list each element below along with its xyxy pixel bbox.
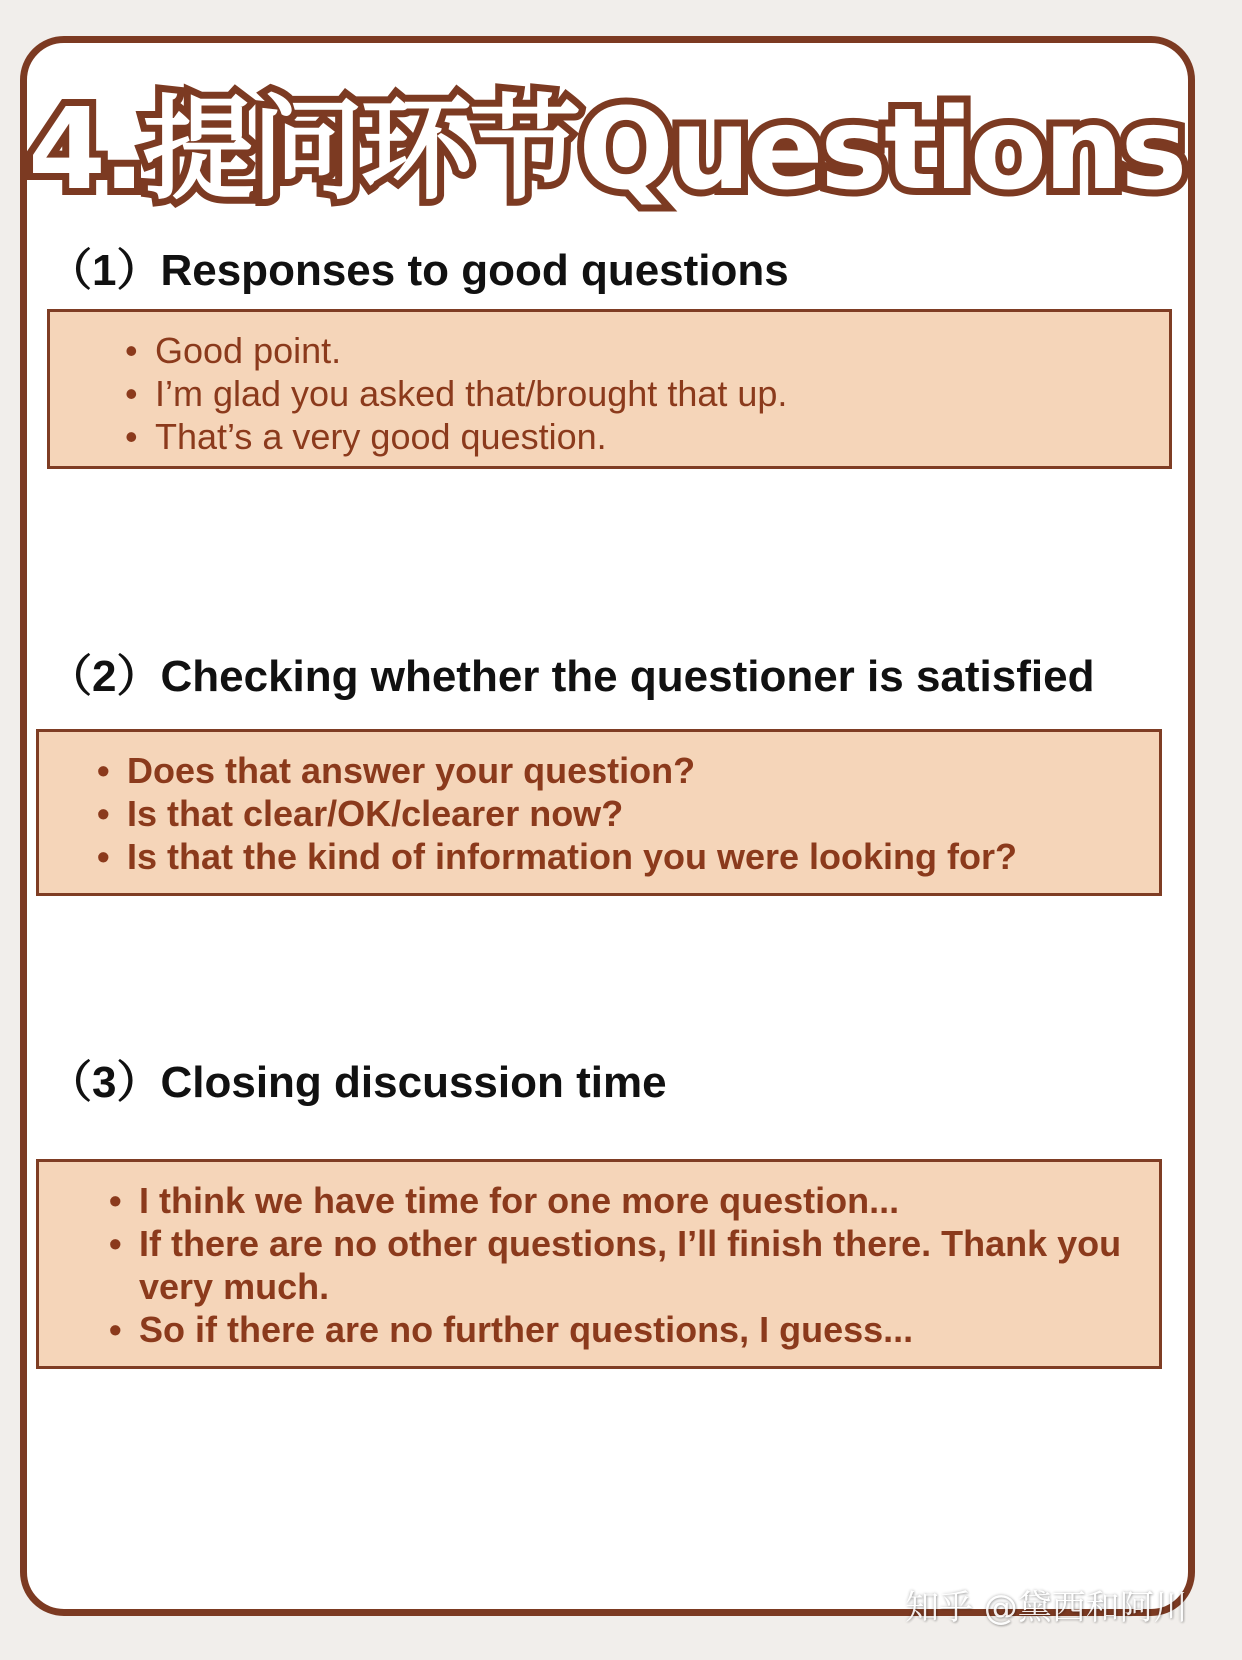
page-title: 4.提问环节Questions bbox=[28, 85, 1185, 215]
watermark: 知乎 @黛西和阿川 bbox=[905, 1588, 1188, 1628]
section-2-heading: （2）Checking whether the questioner is satisfied bbox=[48, 652, 1095, 701]
section-3-phrase-box bbox=[36, 1159, 1162, 1369]
section-3-heading: （3）Closing discussion time bbox=[48, 1058, 667, 1107]
section-1-phrase-box bbox=[47, 309, 1172, 469]
list-item: • Good point. bbox=[125, 329, 1149, 372]
list-item: • So if there are no further questions, I guess... bbox=[109, 1308, 1145, 1351]
list-item: • I think we have time for one more question... bbox=[109, 1179, 1145, 1222]
section-2-phrase-box bbox=[36, 729, 1162, 896]
list-item: • Is that the kind of information you were looking for? bbox=[97, 835, 1139, 878]
list-item: • Does that answer your question? bbox=[97, 749, 1139, 792]
section-1-heading: （1）Responses to good questions bbox=[48, 246, 789, 295]
list-item: • If there are no other questions, I’ll finish there. Thank you very much. bbox=[109, 1222, 1145, 1308]
list-item: • I’m glad you asked that/brought that up. bbox=[125, 372, 1149, 415]
list-item: • That’s a very good question. bbox=[125, 415, 1149, 458]
list-item: • Is that clear/OK/clearer now? bbox=[97, 792, 1139, 835]
